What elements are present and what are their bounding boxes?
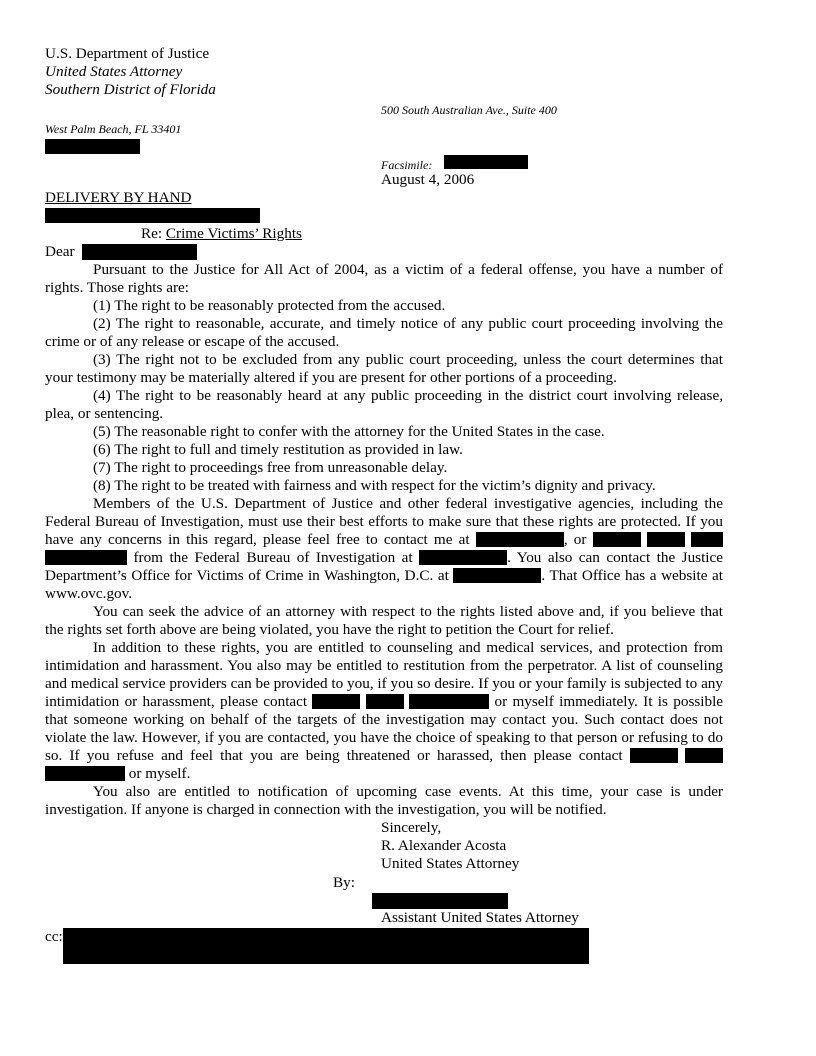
redaction-bar: [444, 155, 528, 169]
redaction-bar: [45, 766, 125, 781]
signer-title: United States Attorney: [381, 855, 520, 872]
redaction-bar: [372, 893, 508, 909]
cc-label: cc:: [45, 928, 63, 945]
contacts-text: from the Federal Bureau of Investigation at: [127, 549, 420, 566]
city-address: West Palm Beach, FL 33401: [45, 122, 182, 136]
salutation: Dear: [45, 243, 75, 260]
redaction-bar: [647, 532, 685, 547]
intro-paragraph: Pursuant to the Justice for All Act of 2004, as a victim of a federal offense, you have a number of rights. Those rights are:: [45, 261, 723, 296]
redaction-bar: [419, 550, 507, 565]
contacts-text: Members of the U.S. Department of Justice and other federal investigative agencies, including the Federal Bureau of Investigation, must use their best efforts to make sure that these rights are protected. If you have any concerns in this regard, please feel free to contact me at: [45, 495, 723, 548]
redaction-bar: [366, 694, 404, 709]
redaction-bar: [312, 694, 360, 709]
redaction-bar: [45, 139, 140, 154]
re-prefix: Re:: [141, 225, 166, 242]
redaction-bar: [63, 928, 589, 964]
letter-date: August 4, 2006: [381, 171, 475, 188]
contacts-text: . You also can contact the Justice Department’s Office for Victims of Crime in Washington, D.C. at: [45, 549, 723, 584]
redaction-bar: [691, 532, 723, 547]
right-7: (7) The right to proceedings free from unreasonable delay.: [93, 459, 448, 476]
right-6: (6) The right to full and timely restitution as provided in law.: [93, 441, 463, 458]
delivery-method: DELIVERY BY HAND: [45, 189, 192, 206]
redaction-bar: [45, 208, 260, 223]
closing-sincerely: Sincerely,: [381, 819, 442, 836]
redaction-bar: [685, 748, 723, 763]
redaction-bar: [82, 244, 197, 260]
right-2: (2) The right to reasonable, accurate, and timely notice of any public court proceeding involving the crime or of any release or escape of the accused.: [45, 315, 723, 350]
office-name: United States Attorney: [45, 63, 183, 80]
signer-name: R. Alexander Acosta: [381, 837, 507, 854]
ausa-title: Assistant United States Attorney: [381, 909, 579, 926]
notification-paragraph: You also are entitled to notification of upcoming case events. At this time, your case is under investigation. If anyone is charged in connection with the investigation, you will be notified.: [45, 783, 723, 818]
services-text: or myself immediately. It is possible that someone working on behalf of the targets of the investigation may contact you. Such contact does not violate the law. However, if you are contacted, you have the choice of speaking to that person or refusing to do so. If you refuse and feel that you are being threatened or harassed, then please contact: [45, 693, 724, 764]
contacts-text: , or: [563, 531, 593, 548]
services-paragraph: [45, 639, 723, 783]
letter-body: [45, 261, 723, 819]
by-label: By:: [333, 874, 355, 891]
services-text: In addition to these rights, you are entitled to counseling and medical services, and protection from intimidation and harassment. You also may be entitled to restitution from the perpetrator. A list of counseling and medical service providers can be provided to you, if you so desire. If you or your family is subjected to any intimidation or harassment, please contact: [45, 639, 723, 710]
right-1: (1) The right to be reasonably protected from the accused.: [93, 297, 446, 314]
services-text: or myself.: [125, 765, 191, 782]
right-3: (3) The right not to be excluded from any public court proceeding, unless the court determines that your testimony may be materially altered if you are present for other portions of a proceeding.: [45, 351, 723, 386]
right-4: (4) The right to be reasonably heard at any public proceeding in the district court involving release, plea, or sentencing.: [45, 387, 723, 422]
department-name: U.S. Department of Justice: [45, 45, 210, 62]
redaction-bar: [630, 748, 678, 763]
district-name: Southern District of Florida: [45, 81, 216, 98]
fax-label: Facsimile:: [381, 158, 433, 172]
re-subject: Crime Victims’ Rights: [165, 225, 302, 242]
counsel-paragraph: You can seek the advice of an attorney with respect to the rights listed above and, if you believe that the rights set forth above are being violated, you have the right to petition the Court for relief.: [45, 603, 723, 638]
right-8: (8) The right to be treated with fairness and with respect for the victim’s dignity and privacy.: [93, 477, 656, 494]
right-5: (5) The reasonable right to confer with the attorney for the United States in the case.: [93, 423, 605, 440]
redaction-bar: [45, 550, 127, 565]
street-address: 500 South Australian Ave., Suite 400: [381, 103, 557, 117]
redaction-bar: [409, 694, 489, 709]
contacts-paragraph: [45, 495, 723, 603]
redaction-bar: [476, 532, 564, 547]
contacts-text: . That Office has a website at www.ovc.gov.: [45, 567, 724, 602]
redaction-bar: [453, 568, 541, 583]
redaction-bar: [593, 532, 641, 547]
re-line: [141, 225, 302, 243]
